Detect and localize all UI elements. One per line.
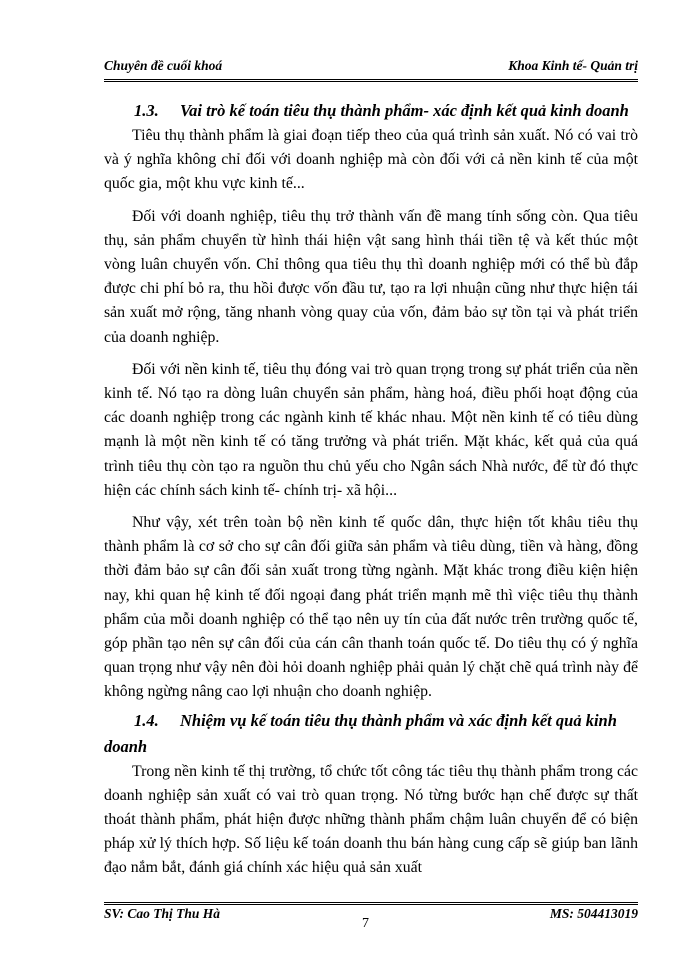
paragraph: Đối với doanh nghiệp, tiêu thụ trở thành vấn đề mang tính sống còn. Qua tiêu thụ, sản phẩm chuyển từ hình thái hiện vật sang hình thái tiền tệ và kết thúc một vòng luân chuyển vốn. Chỉ thông qua tiêu thụ thì doanh nghiệp mới có thể bù đắp được chi phí bỏ ra, thu hồi được vốn đầu tư, tạo ra lợi nhuận cũng như thực hiện tái sản xuất mở rộng, tăng nhanh vòng quay của vốn, đảm bảo sự tồn tại và phát triển của doanh nghiệp. — [104, 207, 638, 346]
footer-double-rule — [104, 902, 638, 905]
section-number: 1.4. — [134, 710, 159, 730]
section-heading-1-3 — [104, 98, 638, 124]
section-number: 1.3. — [134, 101, 159, 120]
page-number: 7 — [362, 916, 369, 931]
paragraph: Như vậy, xét trên toàn bộ nền kinh tế quốc dân, thực hiện tốt khâu tiêu thụ thành phẩm là cơ sở cho sự cân đối giữa sản phẩm và tiêu dùng, tiền và hàng, đồng thời đảm bảo sự cân đối sản xuất trong từng ngành. Mặt khác trong điều kiện hiện nay, khi quan hệ kinh tế đối ngoại đang phát triển mạnh mẽ thì việc tiêu thụ thành phẩm của mỗi doanh nghiệp có thể tạo nên uy tín của đất nước trên trường quốc tế, góp phần tạo nên sự cân đối của cán cân thanh toán quốc tế. Do tiêu thụ có ý nghĩa quan trọng như vậy nên đòi hỏi doanh nghiệp phải quản lý chặt chẽ quá trình này để không ngừng nâng cao lợi nhuận cho doanh nghiệp. — [104, 514, 638, 701]
footer-student-id: MS: 504413019 — [549, 906, 638, 921]
footer-student-name: SV: Cao Thị Thu Hà — [104, 906, 221, 921]
section-heading-1-4 — [104, 708, 638, 760]
running-footer — [104, 906, 638, 930]
document-body — [104, 98, 638, 881]
paragraph: Tiêu thụ thành phẩm là giai đoạn tiếp theo của quá trình sản xuất. Nó có vai trò và ý nghĩa không chỉ đối với doanh nghiệp mà còn đối với cả nền kinh tế của một quốc gia, một khu vực kinh tế... — [104, 127, 638, 193]
header-left-text: Chuyên đề cuối khoá — [104, 58, 223, 73]
header-right-text: Khoa Kinh tế- Quản trị — [508, 58, 638, 73]
section-title: Vai trò kế toán tiêu thụ thành phẩm- xác định kết quả kinh doanh — [180, 101, 629, 120]
section-title: Nhiệm vụ kế toán tiêu thụ thành phẩm và xác định kết quả kinh doanh — [104, 710, 617, 756]
paragraph: Trong nền kinh tế thị trường, tổ chức tốt công tác tiêu thụ thành phẩm trong các doanh nghiệp sản xuất có vai trò quan trọng. Nó từng bước hạn chế được sự thất thoát thành phẩm, phát hiện được những thành phẩm chậm luân chuyển để có biện pháp xử lý thích hợp. Số liệu kế toán doanh thu bán hàng cung cấp sẽ giúp ban lãnh đạo nắm bắt, đánh giá chính xác hiệu quả sản xuất — [104, 762, 638, 877]
header-double-rule — [104, 79, 638, 82]
running-header — [104, 58, 638, 78]
paragraph: Đối với nền kinh tế, tiêu thụ đóng vai trò quan trọng trong sự phát triển của nền kinh tế. Nó tạo ra dòng luân chuyển sản phẩm, hàng hoá, điều phối hoạt động của các doanh nghiệp trong các ngành kinh tế khác nhau. Một nền kinh tế có tiêu dùng mạnh là một nền kinh tế có tăng trưởng và phát triển. Mặt khác, kết quả của quá trình tiêu thụ còn tạo ra nguồn thu chủ yếu cho Ngân sách Nhà nước, để từ đó thực hiện các chính sách kinh tế- chính trị- xã hội... — [104, 360, 638, 499]
